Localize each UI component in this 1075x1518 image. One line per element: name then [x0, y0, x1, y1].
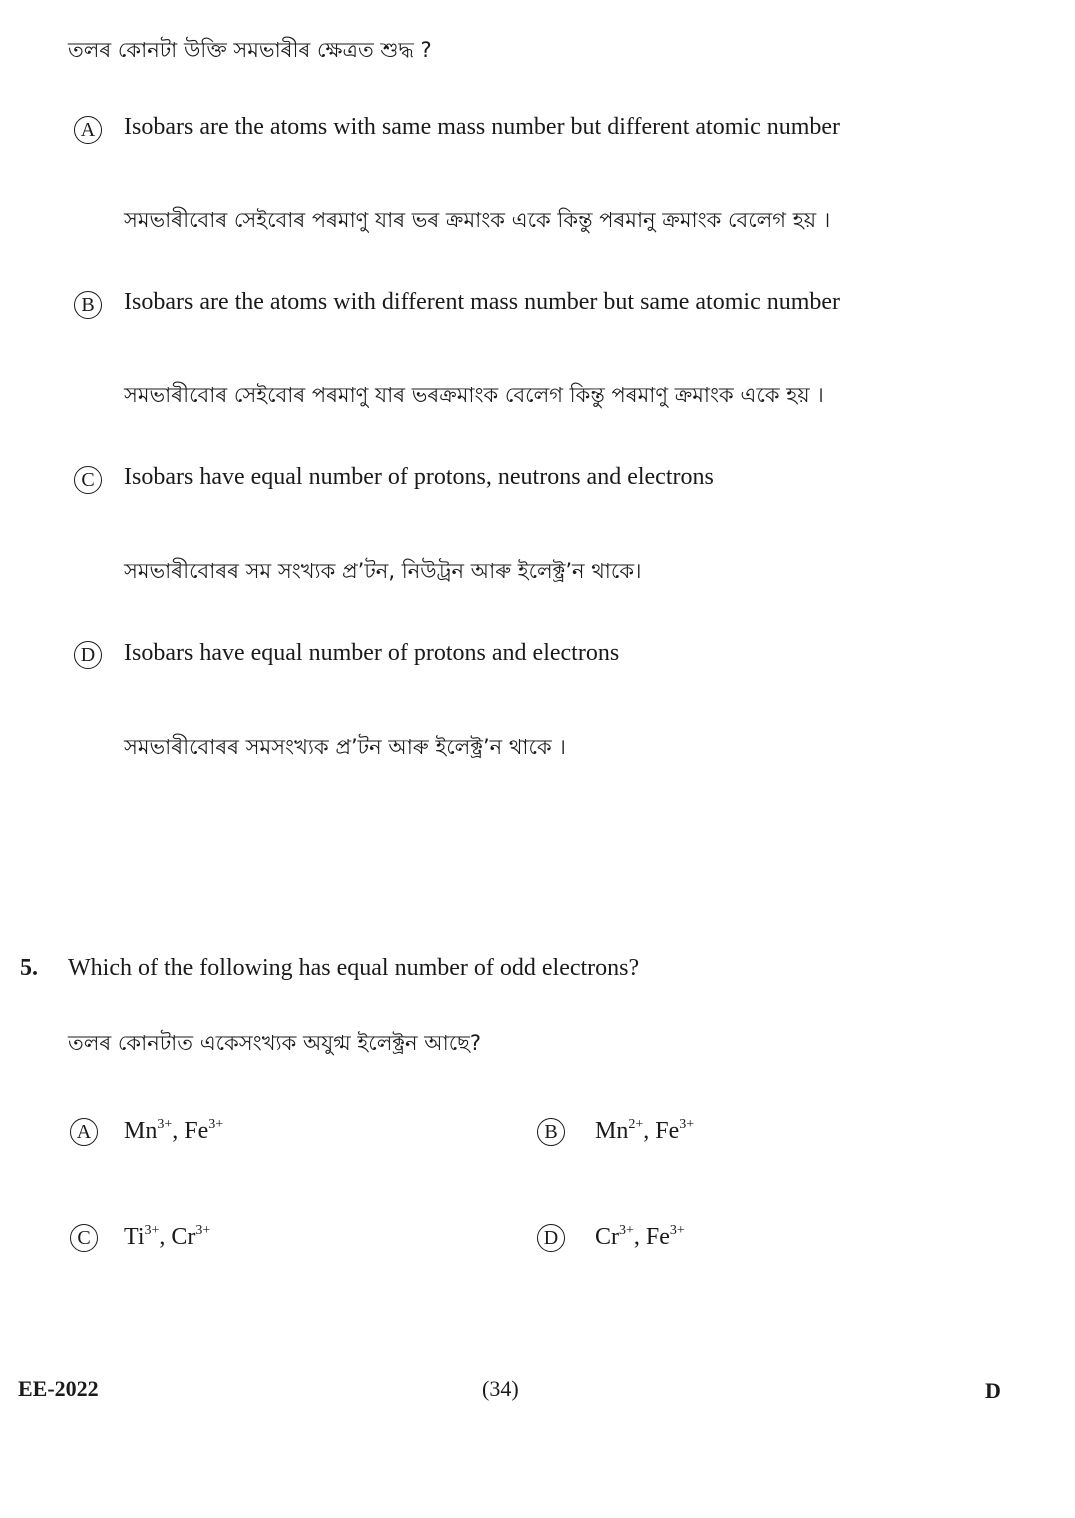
q5-prompt-bn: তলৰ কোনটাত একেসংখ্যক অযুগ্ম ইলেক্ট্ৰন আছে?: [68, 1031, 482, 1055]
ion-symbol: Fe: [655, 1118, 680, 1144]
ion-symbol: Mn: [595, 1118, 629, 1144]
q4-option-c-bn: সমভাৰীবোৰৰ সম সংখ্যক প্ৰ’টন, নিউট্ৰন আৰু ইলেক্ট্ৰ’ন থাকে।: [124, 559, 642, 583]
q5-option-b-marker: B: [537, 1118, 565, 1146]
separator: ,: [159, 1224, 166, 1250]
ion-charge: 3+: [619, 1223, 634, 1238]
footer-exam-code: EE-2022: [18, 1376, 99, 1401]
ion-symbol: Fe: [645, 1224, 670, 1250]
ion-symbol: Ti: [124, 1224, 145, 1250]
ion-charge: 3+: [195, 1223, 211, 1238]
ion-symbol: Cr: [595, 1224, 619, 1250]
q4-option-a-bn: সমভাৰীবোৰ সেইবোৰ পৰমাণু যাৰ ভৰ ক্ৰমাংক একে কিন্তু পৰমানু ক্ৰমাংক বেলেগ হয় ।: [124, 208, 831, 232]
ion-symbol: Mn: [124, 1118, 158, 1144]
q5-option-c-marker: C: [70, 1224, 98, 1252]
separator: ,: [172, 1118, 179, 1144]
q4-option-d-en: Isobars have equal number of protons and electrons: [124, 640, 620, 666]
q4-option-a-marker: A: [74, 116, 102, 144]
ion-charge: 2+: [628, 1117, 644, 1132]
separator: ,: [633, 1224, 640, 1250]
q4-option-b-en: Isobars are the atoms with different mass number but same atomic number: [124, 289, 841, 315]
q5-option-a-marker: A: [70, 1118, 98, 1146]
ion-charge: 3+: [679, 1117, 695, 1132]
q5-option-d-marker: D: [537, 1224, 565, 1252]
q5-option-d-formula: [595, 1224, 685, 1251]
q5-option-c-formula: [124, 1224, 210, 1251]
q4-option-b-marker: B: [74, 291, 102, 319]
q4-option-d-bn: সমভাৰীবোৰৰ সমসংখ্যক প্ৰ’টন আৰু ইলেক্ট্ৰ’ন থাকে ।: [124, 735, 566, 759]
separator: ,: [643, 1118, 650, 1144]
ion-charge: 3+: [157, 1117, 173, 1132]
ion-charge: 3+: [669, 1223, 685, 1238]
q5-option-a-formula: [124, 1118, 223, 1145]
ion-charge: 3+: [144, 1223, 160, 1238]
footer-set-code: D: [985, 1378, 1001, 1403]
q4-option-c-en: Isobars have equal number of protons, neutrons and electrons: [124, 464, 714, 490]
q5-option-b-formula: [595, 1118, 694, 1145]
q5-prompt-en: Which of the following has equal number of odd electrons?: [68, 955, 640, 981]
ion-charge: 3+: [208, 1117, 224, 1132]
footer-page-number: (34): [482, 1376, 519, 1401]
q4-option-d-marker: D: [74, 641, 102, 669]
ion-symbol: Cr: [171, 1224, 196, 1250]
ion-symbol: Fe: [184, 1118, 209, 1144]
q4-option-a-en: Isobars are the atoms with same mass number but different atomic number: [124, 114, 841, 140]
q4-prompt-bn: তলৰ কোনটা উক্তি সমভাৰীৰ ক্ষেত্ৰত শুদ্ধ ?: [68, 38, 432, 62]
q4-option-b-bn: সমভাৰীবোৰ সেইবোৰ পৰমাণু যাৰ ভৰক্ৰমাংক বেলেগ কিন্তু পৰমাণু ক্ৰমাংক একে হয় ।: [124, 383, 824, 407]
q5-number: 5.: [20, 955, 38, 981]
q4-option-c-marker: C: [74, 466, 102, 494]
